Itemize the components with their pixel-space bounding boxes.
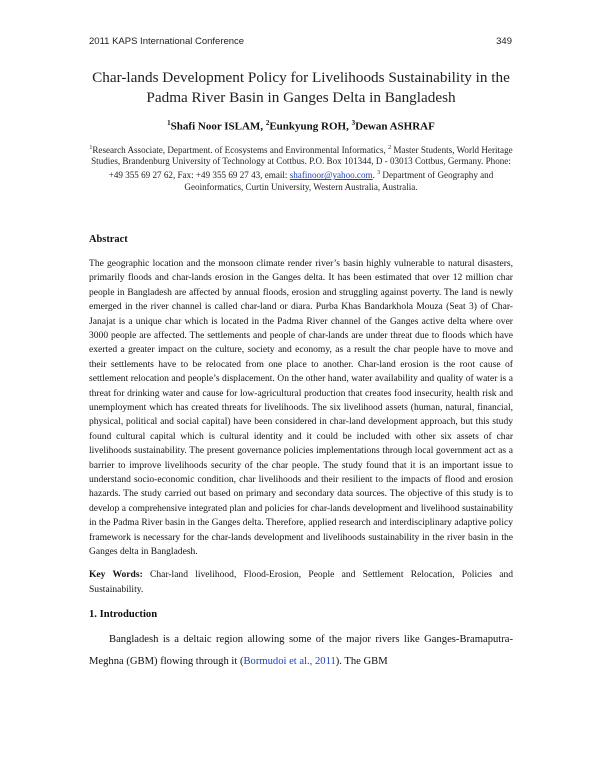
- author-sup: 1: [167, 119, 171, 127]
- paper-content: [89, 68, 513, 673]
- page-number: 349: [496, 36, 512, 47]
- affil-text: Master Students, World Heritage Studies, Brandenburg University of Technology at Cottbus. P.O. Box 101344, D - 03013 Cottbus, Germany. Phone: +49 355 69 27 62, Fax: +49 355 69 27 43, email:: [91, 144, 513, 181]
- author-sup: 3: [351, 119, 356, 127]
- affiliations: [89, 143, 513, 194]
- citation-link[interactable]: Bormudoi et al., 2011: [243, 656, 336, 668]
- intro-paragraph: [89, 629, 513, 673]
- affil-sup: 3: [377, 170, 381, 177]
- author-list: $^1$Shafi Noor ISLAM, $^2$Eunkyung ROH, $^3$Dewan ASHRAF: [167, 119, 435, 133]
- keywords-text: Char-land livelihood, Flood-Erosion, People and Settlement Relocation, Policies and Sustainability.: [89, 569, 513, 595]
- author-name: Dewan ASHRAF: [355, 120, 435, 133]
- author-sup: 2: [265, 119, 270, 127]
- affil-text: Department of Geography and Geoinformatics, Curtin University, Western Australia, Australia.: [184, 170, 494, 193]
- email-link[interactable]: shafinoor@yahoo.com: [289, 170, 373, 181]
- keywords-label: Key Words:: [89, 569, 143, 581]
- section-heading: 1. Introduction: [89, 609, 158, 621]
- affil-text: Research Associate, Department. of Ecosystems and Environmental Informatics,: [92, 144, 389, 155]
- paper-title: Char-lands Development Policy for Livelihoods Sustainability in the Padma River Basin in Ganges Delta in Bangladesh: [92, 69, 510, 106]
- abstract-body: The geographic location and the monsoon climate render river’s basin highly vulnerable to natural disasters, primarily floods and char-lands erosion in the Ganges delta. It has been estimated that over 12 million char people in Bangladesh are affected by annual floods, erosion and struggling against poverty. The land is newly emerged in the river channel is called char-land or diara. Purba Khas Bandarkhola Mouza (Seat 3) of Char-Janajat is a unique char which is located in the Padma River channel of the Ganges active delta where over 3000 people are affected. The settlements and people of char-lands are under threat due to floods which have exerted a greater impact on the culture, society and economy, as a result the char people have to move and their settlements have to be relocated from one place to another. Char-land erosion is the root cause of settlement relocation and people’s displacement. On the other hand, water availability and quality of water is a threat for drinking water and cause for low-agricultural production that creates food insecurity, health risk and unemployment which has created threats for livelihoods. The six livelihood assets (human, natural, financial, physical, political and social capital) have been considered in char-land development approach, but this study found cultural capital which is cultural identity and it could be included with other six assets of char livelihoods sustainability. The present governance policies implementations through local government act as a barrier to improve livelihoods security of the char people. The study found that it is an important issue to understand socio-economic condition, char livelihoods and their resilient to the impacts of flood and erosion hazards. The study carried out based on primary and secondary data sources. The objective of this study is to develop a comprehensive integrated plan and policies for char-lands development and livelihood sustainability in the Padma River basin in the Ganges delta. Therefore, applied research and interdisciplinary adaptive policy framework is necessary for the char-lands development and livelihoods sustainability in the river basin in the Ganges delta in Bangladesh.: [89, 257, 513, 558]
- intro-text: ). The GBM: [335, 656, 388, 668]
- conference-name: 2011 KAPS International Conference: [89, 36, 245, 47]
- affil-text: .: [372, 170, 378, 181]
- affil-sup: 2: [388, 144, 392, 151]
- author-name: Shafi Noor ISLAM: [170, 120, 261, 133]
- abstract-heading: Abstract: [89, 233, 128, 245]
- running-header: [89, 36, 512, 50]
- author-name: Eunkyung ROH: [269, 120, 347, 133]
- keywords: [89, 568, 513, 597]
- affil-sup: 1: [89, 144, 93, 151]
- intro-text: Bangladesh is a deltaic region allowing some of the major rivers like Ganges-Bramaputra-Meghna (GBM) flowing through it (: [89, 634, 513, 668]
